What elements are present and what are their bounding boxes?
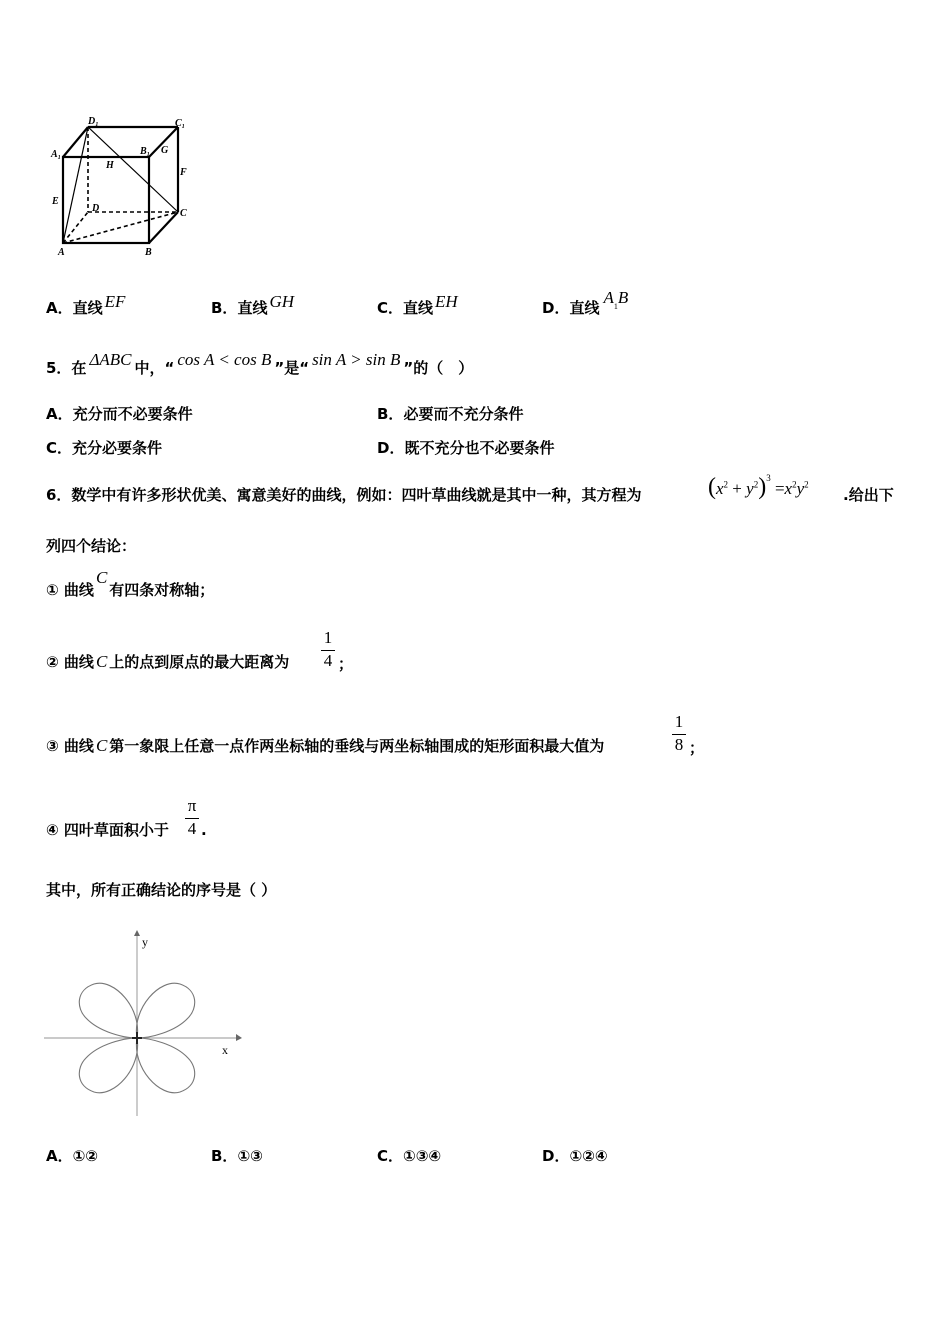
y-axis-label: y — [142, 935, 148, 949]
cube-label-a1: A₁ — [51, 149, 62, 160]
cube-label-d1: D₁ — [88, 116, 99, 127]
q6-fraction-1-8: 1 8 — [672, 712, 686, 755]
q6-question: 其中，所有正确结论的序号是（ ） — [46, 881, 277, 899]
cube-label-h: H — [106, 160, 114, 171]
q6-fraction-1-4: 1 4 — [321, 628, 335, 671]
q6-option-a: A．①② — [46, 1147, 99, 1165]
q6-conclusion-1: ① 曲线C有四条对称轴； — [46, 568, 215, 599]
petal-top-left — [79, 983, 137, 1038]
cube-label-c1: C₁ — [175, 118, 186, 129]
q6-fraction-pi-4: π 4 — [185, 796, 199, 839]
q4-option-a: A．直线 EF — [46, 292, 126, 317]
cube-label-f: F — [180, 167, 187, 178]
x-axis-arrow — [236, 1034, 242, 1041]
cube-figure — [48, 112, 198, 262]
petal-top-right — [136, 983, 194, 1038]
q6-option-b: B．①③ — [211, 1147, 263, 1165]
q6-equation: $(x^2 + y^2)^3 =x^2y^2$ — [708, 473, 809, 500]
q6-conclusion-2: ② 曲线 C 上的点到原点的最大距离为 — [46, 652, 290, 671]
cube-label-d: D — [92, 203, 100, 214]
cube-label-b1: B₁ — [140, 146, 151, 157]
q6-conclusion-4: ④ 四叶草面积小于 — [46, 821, 169, 839]
petal-bottom-right — [136, 1038, 194, 1093]
cube-label-c: C — [180, 208, 187, 219]
q4-option-b: B．直线 GH — [211, 292, 295, 317]
q5-option-b: B．必要而不充分条件 — [377, 405, 524, 423]
q6-stem-line2: 列四个结论： — [46, 537, 137, 555]
q6-c2-end: ； — [338, 655, 354, 673]
cube-label-b: B — [145, 247, 152, 258]
q5-option-d: D．既不充分也不必要条件 — [377, 439, 555, 457]
q6-c3-end: ； — [689, 739, 705, 757]
q6-stem-tail: .给出下 — [843, 486, 894, 504]
cube-label-g: G — [161, 145, 169, 156]
x-axis-label: x — [222, 1043, 228, 1057]
q4-option-c: C．直线 EH — [377, 292, 458, 317]
q6-option-d: D．①②④ — [542, 1147, 608, 1165]
q6-conclusion-3: ③ 曲线 C 第一象限上任意一点作两坐标轴的垂线与两坐标轴围成的矩形面积最大值为 — [46, 736, 605, 755]
q5-stem: 5．在 ΔABC 中，“ cos A < cos B ”是“ sin A > sin B ”的（ ） — [46, 350, 474, 377]
clover-figure — [44, 928, 244, 1118]
q5-option-c: C．充分必要条件 — [46, 439, 163, 457]
q6-c4-end: . — [201, 821, 207, 839]
petal-bottom-left — [79, 1038, 137, 1093]
q6-option-c: C．①③④ — [377, 1147, 442, 1165]
cube-label-e: E — [52, 196, 59, 207]
cube-label-a: A — [58, 247, 65, 258]
q4-option-d: D．直线$A^1B$ — [542, 288, 629, 317]
q6-stem-line1: 6．数学中有许多形状优美、寓意美好的曲线，例如：四叶草曲线就是其中一种，其方程为 — [46, 486, 642, 504]
y-axis-arrow — [134, 930, 140, 936]
q5-option-a: A．充分而不必要条件 — [46, 405, 193, 423]
